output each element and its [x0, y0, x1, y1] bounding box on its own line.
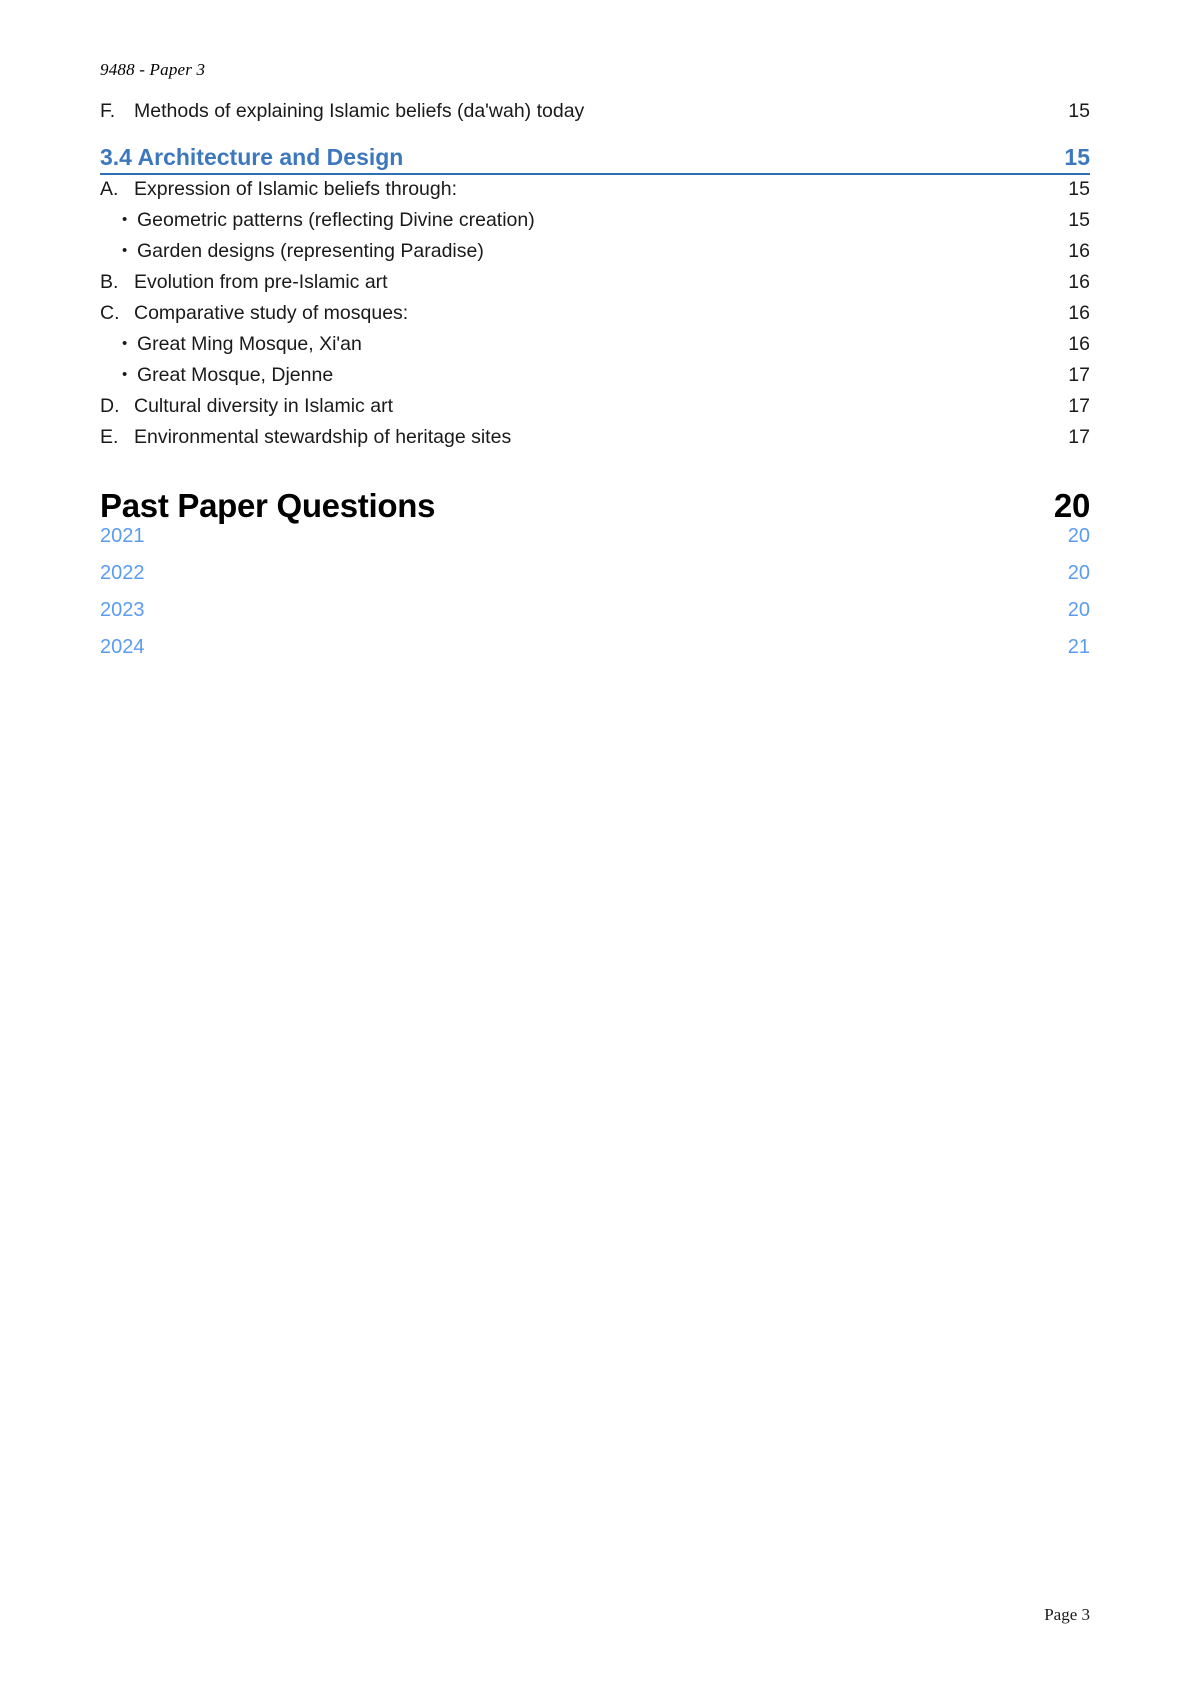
toc-entry-label: 2021 — [100, 525, 145, 547]
toc-entry-lettered[interactable] — [100, 395, 1090, 426]
toc-entry-section-heading[interactable] — [100, 134, 1090, 175]
toc-entry-label: 3.4 Architecture and Design — [100, 143, 404, 170]
toc-entry-marker: A. — [100, 178, 119, 200]
toc-entry-page-number: 20 — [1067, 562, 1090, 584]
toc-entry-label: Expression of Islamic beliefs through: — [134, 178, 457, 200]
toc-entry-page-number: 16 — [1068, 271, 1090, 293]
toc-entry-page-number: 15 — [1064, 143, 1090, 170]
bullet-icon: • — [122, 366, 128, 383]
toc-entry-year[interactable] — [100, 562, 1090, 599]
toc-entry-page-number: 21 — [1067, 636, 1090, 658]
toc-entry-lettered[interactable] — [100, 302, 1090, 333]
toc-entry-marker: F. — [100, 100, 116, 122]
toc-entry-label: 2023 — [100, 599, 145, 621]
table-of-contents — [100, 100, 1090, 673]
toc-entry-label: Great Mosque, Djenne — [137, 364, 334, 386]
running-header: 9488 - Paper 3 — [100, 60, 206, 79]
toc-entry-page-number: 15 — [1068, 178, 1090, 200]
toc-entry-page-number: 17 — [1068, 426, 1090, 448]
toc-entry-bullet[interactable] — [100, 209, 1090, 240]
toc-entry-page-number: 15 — [1068, 100, 1090, 122]
toc-entry-label: 2022 — [100, 562, 145, 584]
bullet-icon: • — [122, 211, 128, 228]
toc-entry-page-number: 16 — [1068, 333, 1090, 355]
bullet-icon: • — [122, 242, 128, 259]
toc-entry-label: Geometric patterns (reflecting Divine creation) — [137, 209, 535, 231]
toc-entry-page-number: 16 — [1068, 240, 1090, 262]
toc-entry-page-number: 20 — [1067, 599, 1090, 621]
toc-entry-marker: C. — [100, 302, 120, 324]
toc-entry-page-number: 17 — [1068, 364, 1090, 386]
toc-entry-label: Cultural diversity in Islamic art — [134, 395, 393, 417]
toc-entry-label: 2024 — [100, 636, 145, 658]
toc-entry-label: Garden designs (representing Paradise) — [137, 240, 484, 262]
toc-entry-lettered[interactable] — [100, 426, 1090, 457]
toc-entry-marker: B. — [100, 271, 119, 293]
toc-entry-year[interactable] — [100, 525, 1090, 562]
toc-entry-lettered[interactable] — [100, 178, 1090, 209]
toc-entry-label: Comparative study of mosques: — [134, 302, 409, 324]
toc-entry-label: Great Ming Mosque, Xi'an — [137, 333, 362, 355]
toc-entry-label: Methods of explaining Islamic beliefs (da'wah) today — [134, 100, 585, 122]
toc-entry-page-number: 17 — [1068, 395, 1090, 417]
toc-entry-marker: E. — [100, 426, 119, 448]
toc-entry-page-number: 20 — [1053, 487, 1090, 524]
page-footer: Page 3 — [1044, 1605, 1090, 1624]
toc-entry-label: Environmental stewardship of heritage sites — [134, 426, 512, 448]
bullet-icon: • — [122, 335, 128, 352]
toc-entry-marker: D. — [100, 395, 120, 417]
toc-entry-bullet[interactable] — [100, 240, 1090, 271]
toc-entry-part-heading[interactable] — [100, 469, 1090, 525]
toc-entry-label: Evolution from pre-Islamic art — [134, 271, 388, 293]
toc-entry-year[interactable] — [100, 636, 1090, 673]
toc-entry-bullet[interactable] — [100, 364, 1090, 395]
toc-entry-page-number: 20 — [1067, 525, 1090, 547]
toc-entry-lettered[interactable] — [100, 100, 1090, 131]
toc-entry-label: Past Paper Questions — [100, 487, 436, 524]
toc-entry-lettered[interactable] — [100, 271, 1090, 302]
toc-entry-year[interactable] — [100, 599, 1090, 636]
toc-entry-page-number: 16 — [1068, 302, 1090, 324]
toc-entry-bullet[interactable] — [100, 333, 1090, 364]
toc-entry-page-number: 15 — [1068, 209, 1090, 231]
